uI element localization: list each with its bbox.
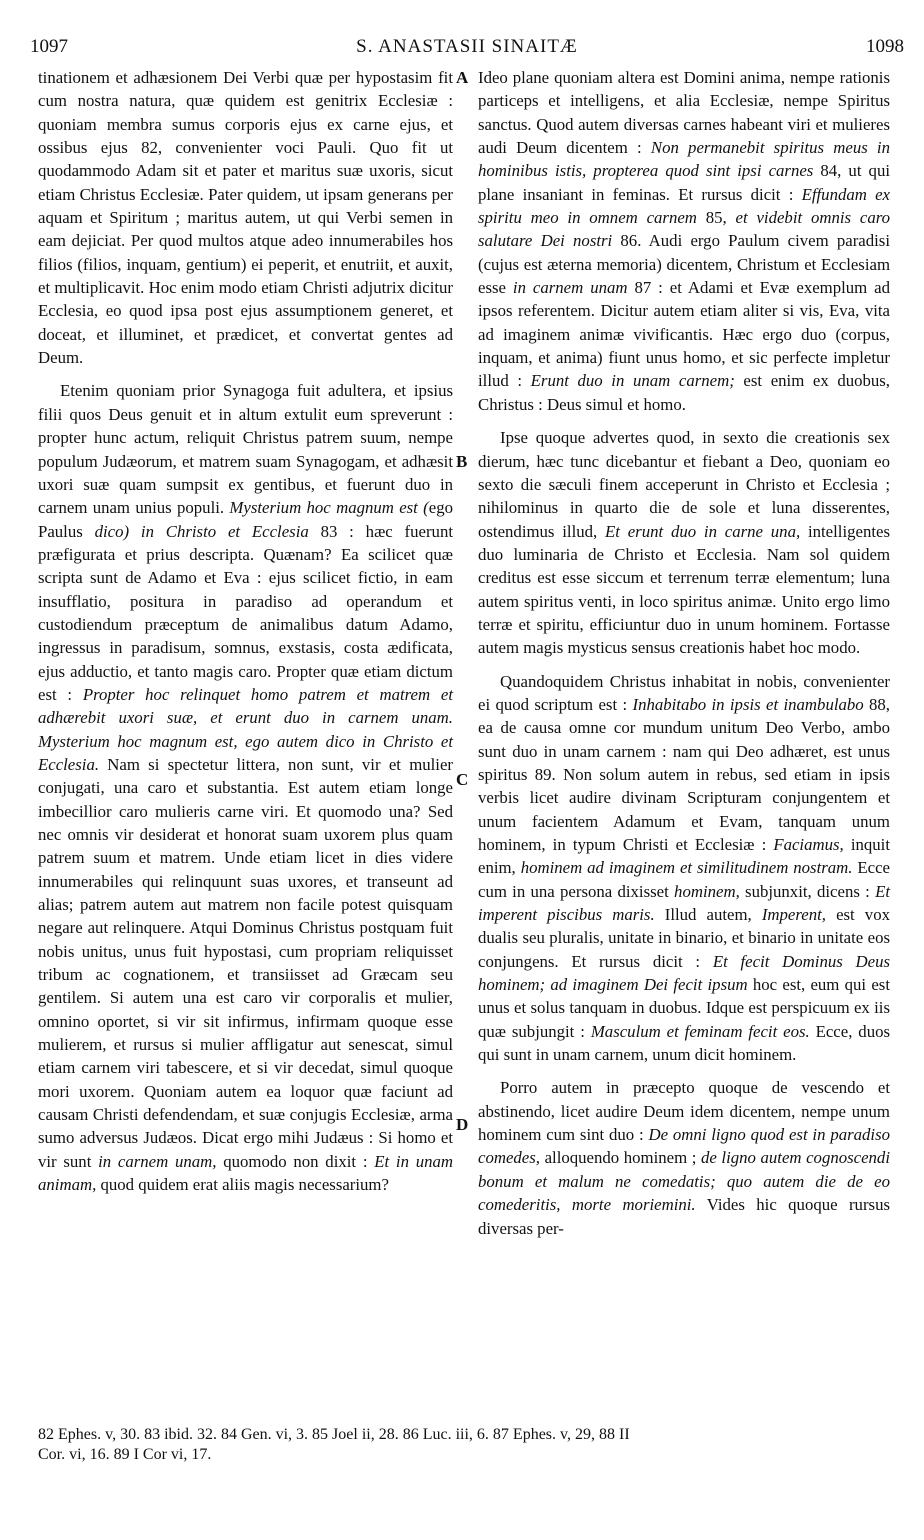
page-number-right: 1098 [866,36,904,57]
paragraph: Ipse quoque advertes quod, in sexto die creationis sex dierum, hæc tunc dicebantur et fiebant a Deo, quoniam eo sexto die sæculi finem acceperunt in Christo et Ecclesia ; nihilominus in quarto die de sole et luna disserentes, ostendimus illud, Et erunt duo in carne una, intelligentes duo luminaria de Christo et Ecclesia. Nam sol quidem creditus est esse siccum et terrenum terræ elementum; luna autem spiritus venti, in loco spiritus animæ. Unito ergo limo terræ et spiritu, efficiuntur duo in unum hominem. Fortasse autem magis mysticus sensus creationis habet hoc modo. [478,428,890,658]
left-column [38,66,453,1207]
page-header [30,30,904,64]
paragraph: tinationem et adhæsionem Dei Verbi quæ per hypostasim fit cum nostra natura, quæ quidem est genitrix Ecclesiæ : quoniam membra sumus corporis ejus ex carne ejus, et ossibus ejus 82, convenienter voci Pauli. Quo fit ut quodammodo Adam sit et pater et maritus suæ uxoris, sicut etiam Christus Ecclesiæ. Pater quidem, ut ipsam generans per aquam et Spiritum ; maritus autem, ut qui Verbi semen in eam dejiciat. Per quod multos atque adeo innumerabiles hos filios (filios, inquam, gentium) ei peperit, et enutriit, et auxit, et multiplicavit. Hoc enim modo etiam Christi adjutrix dicitur Ecclesia, eo quod ipsa post ejus assumptionem generet, et doceat, et illuminet, et prædicet, et convertat gentes ad Deum. [38,68,453,368]
paragraph: Ideo plane quoniam altera est Domini anima, nempe rationis particeps et intelligens, et alia Ecclesiæ, nempe Spiritus sanctus. Quod autem diversas carnes habeant viri et mulieres audi Deum dicentem : Non permanebit spiritus meus in hominibus istis, propterea quod sint ipsi carnes 84, ut qui plane insaniant in feminas. Et rursus dicit : Effundam ex spiritu meo in omnem carnem 85, et videbit omnis caro salutare Dei nostri 86. Audi ergo Paulum civem paradisi (cujus est æterna memoria) dicentem, Christum et Ecclesiam esse in carnem unam 87 : et Adami et Evæ exemplum ad ipsos referentem. Dicitur autem etiam aliter si vis, Eva, vita ad imaginem animæ vivificantis. Hæc ergo duo (corpus, inquam, et anima) fiunt unus homo, et sic perfecte impletur illud : Erunt duo in unam carnem; est enim ex duobus, Christus : Deus simul et homo. [478,68,891,414]
margin-marker-a: A [456,68,469,87]
right-column [478,66,890,1250]
margin-marker-b: B [456,452,468,471]
paragraph: Porro autem in præcepto quoque de vescendo et abstinendo, licet audire Deum idem dicentem, nempe unum hominem cum sint duo : De omni ligno quod est in paradiso comedes, alloquendo hominem ; de ligno autem cognoscendi bonum et malum ne comedatis; quo autem die de eo comederitis, morte moriemini. Vides hic quoque rursus diversas per- [478,1078,890,1238]
footnote-line: Cor. vi, 16. 89 I Cor vi, 17. [38,1446,212,1463]
footnotes [38,1425,894,1465]
margin-marker-d: D [456,1115,469,1134]
paragraph: Quandoquidem Christus inhabitat in nobis, convenienter ei quod scriptum est : Inhabitabo in ipsis et inambulabo 88, ea de causa omne cor mundum unitum Deo Verbo, ambo sunt duo in unam carnem : nam qui Deo adhæret, est unus spiritus 89. Non solum autem in rebus, sed etiam in ipsis verbis licet audire divinam Scripturam conjungentem et unum facientem Adamum et Evam, tanquam unum hominem, in typum Christi et Ecclesiæ : Faciamus, inquit enim, hominem ad imaginem et similitudinem nostram. Ecce cum in una persona dixisset hominem, subjunxit, dicens : Et imperent piscibus maris. Illud autem, Imperent, est vox dualis seu pluralis, unitate in binario, et binario in unitate eos conjungens. Et rursus dicit : Et fecit Dominus Deus hominem; ad imaginem Dei fecit ipsum hoc est, eum qui est unus et solus tanquam in duobus. Idque est perspicuum ex iis quæ subjungit : Masculum et feminam fecit eos. Ecce, duos qui sunt in unam carnem, unum dicit hominem. [478,671,891,1065]
page-number-left: 1097 [30,36,68,57]
paragraph: Etenim quoniam prior Synagoga fuit adultera, et ipsius filii quos Deus genuit et in altum extulit eum spreverunt : propter hunc actum, reliquit Christus patrem suum, nempe populum Judæorum, et matrem suam Synagogam, et adhæsit uxori suæ quam sumpsit ex gentibus, et fuerunt duo in carnem unam unius populi. Mysterium hoc magnum est (ego Paulus dico) in Christo et Ecclesia 83 : hæc fuerunt præfigurata et prius descripta. Quænam? Ea scilicet quæ scripta sunt de Adamo et Eva : ejus scilicet fictio, in eam insufflatio, positura in paradiso ad operandum et custodiendum præceptum de animalibus datum Adamo, ingressus in paradisum, somnus, exstasis, costa ædificata, ejus adductio, et tanto magis caro. Propter quæ etiam dictum est : Propter hoc relinquet homo patrem et matrem et adhærebit uxori suæ, et erunt duo in carnem unam. Mysterium hoc magnum est, ego autem dico in Christo et Ecclesia. Nam si spectetur littera, non sunt, vir et mulier conjugati, una caro et substantia. Est autem etiam longe imbecillior caro mulieris carne viri. Et quomodo una? Sed nec omnis vir desiderat et honorat suam uxorem plus quam patrem suum et matrem. Unde etiam licet in dies videre innumerabiles qui relinquunt suas uxores, et transeunt ad alias; patrem autem aut matrem non facile potest quisquam negare aut relinquere. Atqui Dominus Christus postquam fuit nobis unitus, unus fuit hypostasi, cum propriam reliquisset tribum ac cognationem, et transiisset ad Græcam seu gentilem. Si autem una est caro vir corporalis et mulier, omnino oportet, si vir sit infirmus, infirmam quoque esse mulierem, et rursus si mulier affligatur aut senescat, simul etiam carnem viri tabescere, et si vir decedat, simul quoque mori uxorem. Quoniam autem ea loquor quæ faciunt ad causam Christi defendendam, et suæ conjugis Ecclesiæ, arma sumo adversus Judæos. Dicat ergo mihi Judæus : Si homo et vir sunt in carnem unam, quomodo non dixit : Et in unam animam, quod quidem erat aliis magis necessarium? [38,381,454,1195]
margin-marker-c: C [456,770,469,789]
footnote-line: 82 Ephes. v, 30. 83 ibid. 32. 84 Gen. vi, 3. 85 Joel ii, 28. 86 Luc. iii, 6. 87 Ephes. v, 29, 88 II [38,1426,630,1443]
running-title: S. ANASTASII SINAITÆ [356,36,578,57]
